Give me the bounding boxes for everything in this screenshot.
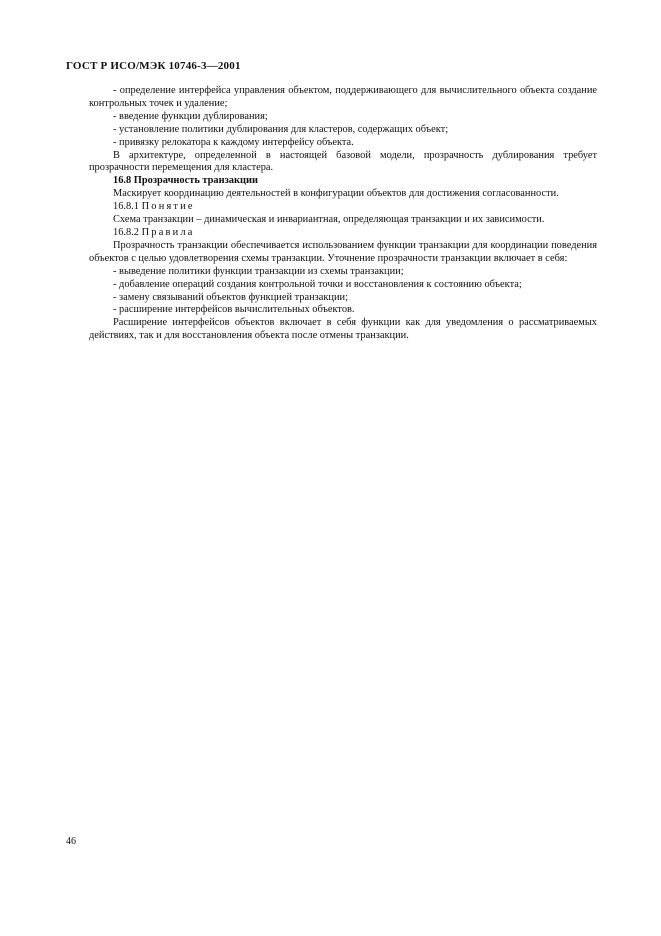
paragraph-final: Расширение интерфейсов объектов включает в себя функции как для уведомления о рассматриваемых действиях, так и для восстановления объекта после отмены транзакции. (89, 317, 597, 342)
list-item-add-ops: - добавление операций создания контрольной точки и восстановления к состоянию объекта; (113, 278, 522, 290)
list-item-relocator: - привязку релокатора к каждому интерфейсу объекта. (113, 136, 354, 148)
subsection-title: Понятие (141, 201, 195, 213)
list-item-policy-derivation: - выведение политики функции транзакции из схемы транзакции; (113, 265, 404, 277)
document-body (89, 85, 597, 343)
list-item-dup-function: - введение функции дублирования; (113, 110, 268, 122)
list-item-dup-policy: - установление политики дублирования для кластеров, содержащих объект; (113, 123, 449, 135)
subsection-number: 16.8.1 (113, 201, 139, 213)
subsection-title: Правила (141, 226, 195, 238)
paragraph-replication: В архитектуре, определенной в настоящей базовой модели, прозрачность дублирования требует прозрачности перемещения для кластера. (89, 149, 597, 174)
paragraph-16-8: Маскирует координацию деятельностей в конфигурации объектов для достижения согласованности. (113, 188, 559, 200)
section-heading-16-8: 16.8 Прозрачность транзакции (113, 175, 258, 187)
paragraph-16-8-1: Схема транзакции – динамическая и инвариантная, определяющая транзакции и их зависимости. (113, 214, 545, 226)
subsection-heading-16-8-2 (89, 227, 597, 240)
list-item-checkpoint: - определение интерфейса управления объектом, поддерживающего для вычислительного объекта создание контрольных точек и удаление; (89, 85, 597, 109)
subsection-number: 16.8.2 (113, 226, 139, 238)
list-item-replace-bindings: - замену связываний объектов функцией транзакции; (113, 291, 348, 303)
paragraph-16-8-2: Прозрачность транзакции обеспечивается использованием функции транзакции для координации поведения объектов с целью удовлетворения схемы транзакции. Уточнение прозрачности транзакции включает в себя: (89, 239, 597, 264)
subsection-heading-16-8-1 (89, 201, 597, 214)
document-header: ГОСТ Р ИСО/МЭК 10746-3—2001 (66, 60, 241, 72)
page-number: 46 (66, 836, 76, 847)
list-item-extend-interfaces: - расширение интерфейсов вычислительных объектов. (113, 304, 355, 316)
